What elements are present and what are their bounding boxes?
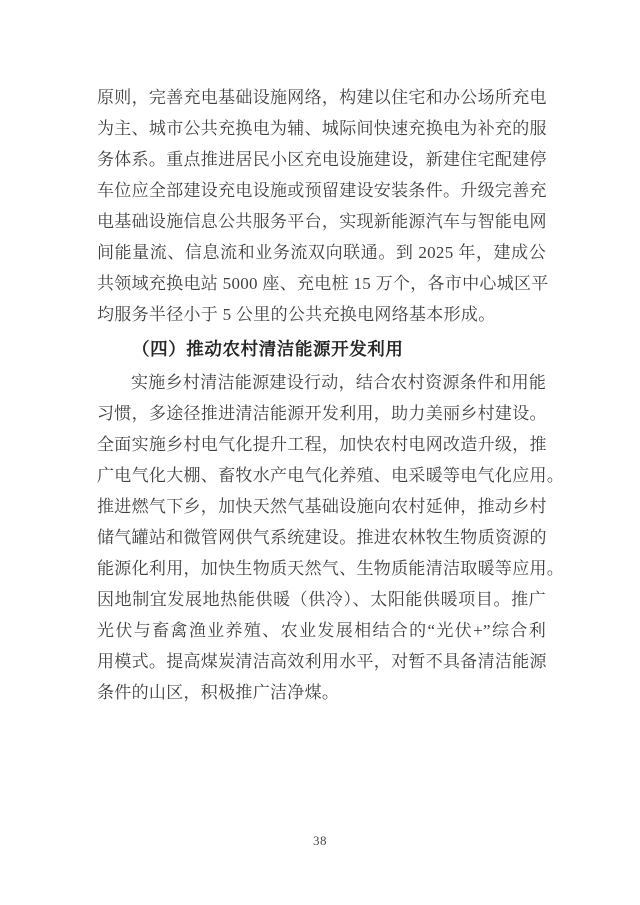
paragraph-rural-clean-energy bbox=[97, 367, 565, 708]
text-line: 推进燃气下乡，加快天然气基础设施向农村延伸，推动乡村 bbox=[97, 497, 547, 516]
text-line: 车位应全部建设充电设施或预留建设安装条件。升级完善充 bbox=[97, 181, 547, 200]
text-line: 光伏与畜禽渔业养殖、农业发展相结合的“光伏+”综合利 bbox=[97, 621, 546, 640]
text-line: 全面实施乡村电气化提升工程，加快农村电网改造升级，推 bbox=[97, 435, 547, 454]
text-line: 电基础设施信息公共服务平台，实现新能源汽车与智能电网 bbox=[97, 212, 547, 231]
text-line: 共领域充换电站 5000 座、充电桩 15 万个，各市中心城区平 bbox=[97, 274, 549, 293]
text-line: 原则，完善充电基础设施网络，构建以住宅和办公场所充电 bbox=[97, 88, 547, 107]
text-line: 间能量流、信息流和业务流双向联通。到 2025 年，建成公 bbox=[97, 243, 546, 262]
page-content bbox=[97, 82, 565, 708]
text-line: 实施乡村清洁能源建设行动，结合农村资源条件和用能 bbox=[131, 373, 547, 392]
text-line: 储气罐站和微管网供气系统建设。推进农林牧生物质资源的 bbox=[97, 528, 547, 547]
text-line: 广电气化大棚、畜牧水产电气化养殖、电采暖等电气化应用。 bbox=[97, 466, 565, 485]
text-line: 用模式。提高煤炭清洁高效利用水平，对暂不具备清洁能源 bbox=[97, 652, 547, 671]
text-line: 务体系。重点推进居民小区充电设施建设，新建住宅配建停 bbox=[97, 150, 547, 169]
text-line: 为主、城市公共充换电为辅、城际间快速充换电为补充的服 bbox=[97, 119, 547, 138]
text-line: 习惯，多途径推进清洁能源开发利用，助力美丽乡村建设。 bbox=[97, 404, 547, 423]
text-line: 能源化利用，加快生物质天然气、生物质能清洁取暖等应用。 bbox=[97, 559, 565, 578]
text-line: 因地制宜发展地热能供暖（供冷）、太阳能供暖项目。推广 bbox=[97, 590, 546, 609]
text-line: 条件的山区，积极推广洁净煤。 bbox=[97, 683, 340, 702]
page-number: 38 bbox=[313, 833, 327, 848]
paragraph-charging-infrastructure bbox=[97, 82, 549, 330]
section-heading: （四）推动农村清洁能源开发利用 bbox=[132, 339, 404, 359]
text-line: 均服务半径小于 5 公里的公共充换电网络基本形成。 bbox=[97, 305, 496, 324]
